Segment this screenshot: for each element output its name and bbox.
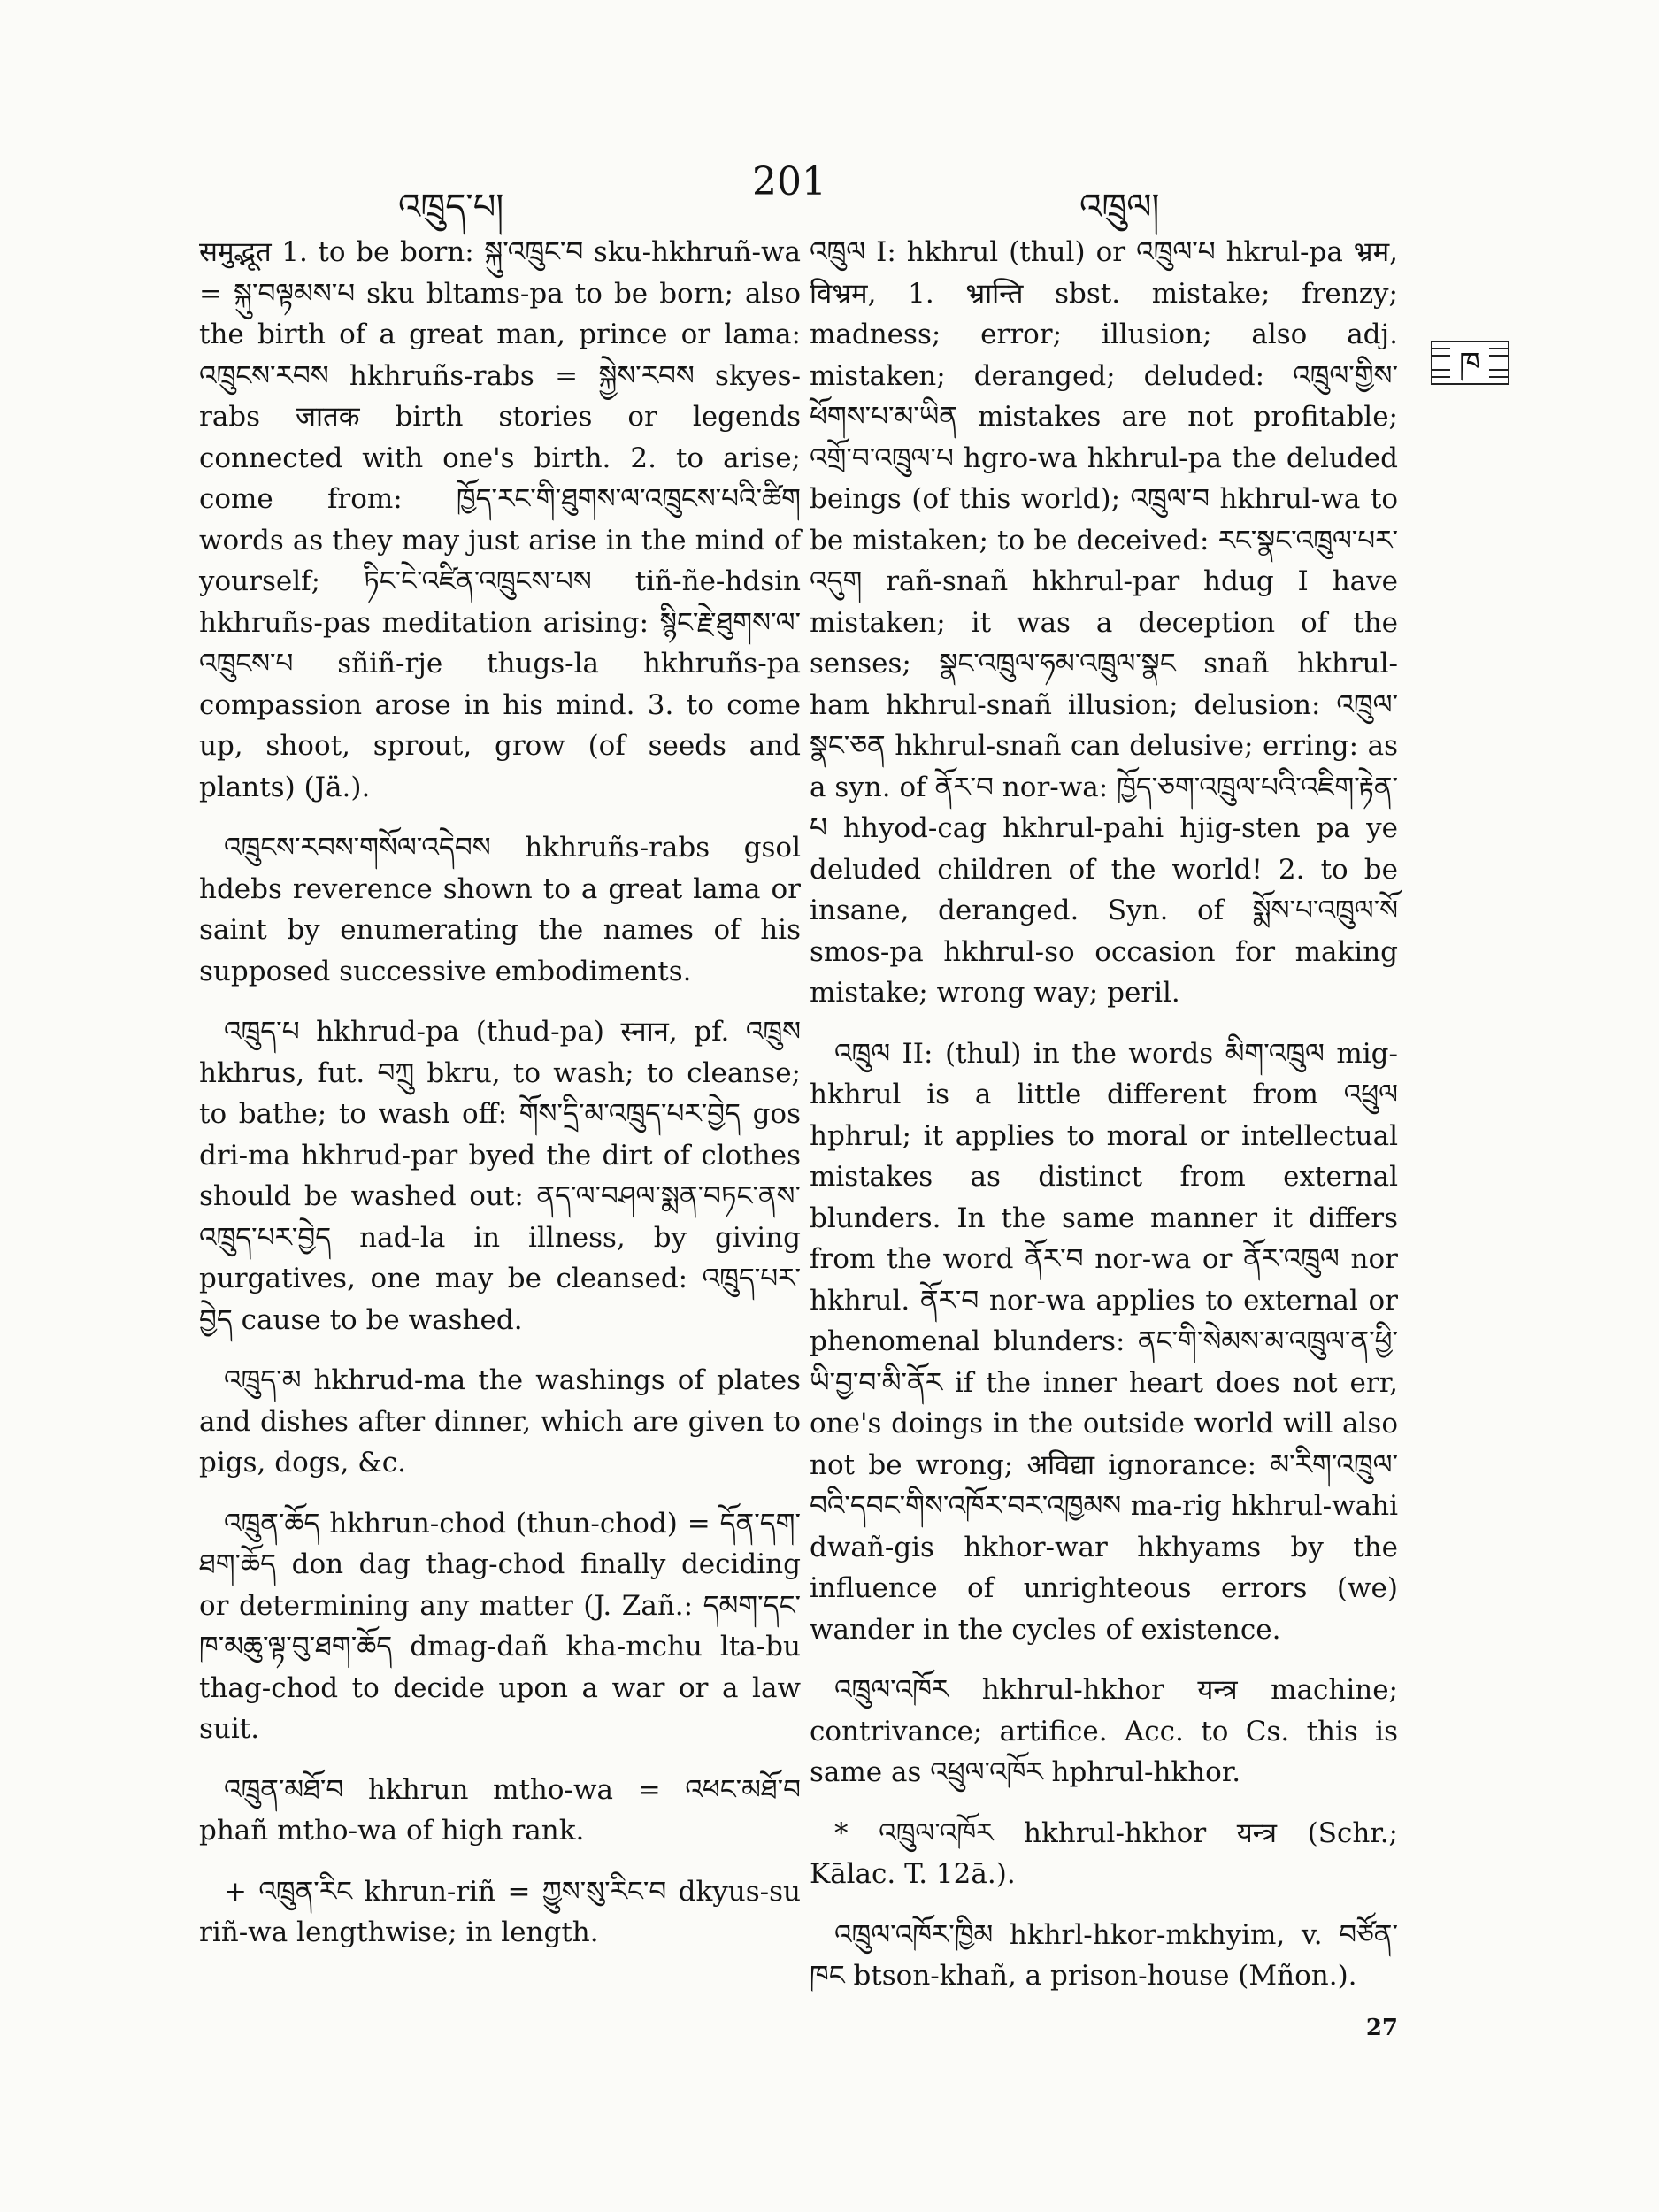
page-number: 201 [752,159,826,204]
entry-khrungs-rabs-gsol-hdebs: འཁྲུངས་རབས་གསོལ་འདེབས hkhruñs-rabs gsol hdebs reverence shown to a great lama or saint by enumerating the names of his supposed successive embodiments. [199,832,801,987]
entry-hkhrul-hkhor-khyim: འཁྲུལ་འཁོར་ཁྱིམ hkhrl-hkor-mkhyim, v. བཙོན་ཁང btson-khañ, a prison-house (Mñon.). [810,1918,1398,1992]
entry-hkhrud-pa: འཁྲུད་པ hkhrud-pa (thud-pa) स्नान, pf. འཁྲུས hkhrus, fut. བཀྲུ bkru, to wash; to cleanse; to bathe; to wash off: གོས་དྲི་མ་འཁྲུད་པར་བྱེད gos dri-ma hkhrud-par byed the dirt of clothes should be washed out: ནད་ལ་བཤལ་སྨན་བཏང་ནས་འཁྲུད་པར་བྱེད nad-la in illness, by giving purgatives, one may be cleansed: འཁྲུད་པར་བྱེད cause to be washed. [199,1016,801,1336]
signature-mark: 27 [1365,2014,1398,2041]
running-head-left: འཁྲུད་པ། [398,187,504,227]
entry-khrung-ba-continued: समुद्भूत 1. to be born: སྐུ་འཁྲུང་བ sku-hkhruñ-wa = སྐུ་བལྟམས་པ sku bltams-pa to be born; also the birth of a great man, prince or lama: འཁྲུངས་རབས hkhruñs-rabs = སྐྱེས་རབས skyes-rabs जातक birth stories or legends connected with one's birth. 2. to arise; come from: ཁྱོད་རང་གི་ཐུགས་ལ་འཁྲུངས་པའི་ཚིག words as they may just arise in the mind of yourself; ཏིང་ངེ་འཛིན་འཁྲུངས་པས tiñ-ñe-hdsin hkhruñs-pas meditation arising: སྙིང་རྗེ་ཐུགས་ལ་འཁྲུངས་པ sñiñ-rje thugs-la hkhruñs-pa compassion arose in his mind. 3. to come up, shoot, sprout, grow (of seeds and plants) (Jä.). [199,236,801,803]
entry-hkhrud-ma: འཁྲུད་མ hkhrud-ma the washings of plates and dishes after dinner, which are given to pigs, dogs, &c. [199,1364,801,1479]
entry-hkhrul-1: འཁྲུལ I: hkhrul (thul) or འཁྲུལ་པ hkrul-pa भ्रम, विभ्रम, 1. भ्रान्ति sbst. mistake; frenzy; madness; error; illusion; also adj. mistaken; deranged; deluded: འཁྲུལ་གྱིས་ཕོགས་པ་མ་ཡིན mistakes are not profitable; འགྲོ་བ་འཁྲུལ་པ hgro-wa hkhrul-pa the deluded beings (of this world); འཁྲུལ་བ hkhrul-wa to be mistaken; to be deceived: རང་སྣང་འཁྲུལ་པར་འདུག rañ-snañ hkhrul-par hdug I have mistaken; it was a deception of the senses; སྣང་འཁྲུལ་ཧམ་འཁྲུལ་སྣང snañ hkhrul-ham hkhrul-snañ illusion; delusion: འཁྲུལ་སྣང་ཅན hkhrul-snañ can delusive; erring: as a syn. of ནོར་བ nor-wa: ཁྱོད་ཅག་འཁྲུལ་པའི་འཇིག་རྟེན་པ hhyod-cag hkhrul-pahi hjig-sten pa ye deluded children of the world! 2. to be insane, deranged. Syn. of སྨོས་པ་འཁྲུལ་སོ smos-pa hkhrul-so occasion for making mistake; wrong way; peril. [810,236,1398,1009]
running-head-right: འཁྲུལ། [1079,187,1160,227]
entry-khrun-ring: + འཁྲུན་རིང khrun-riñ = ཀྱུས་སུ་རིང་བ dkyus-su riñ-wa lengthwise; in length. [199,1875,801,1948]
entry-hkhrul-hkhor-schr: * འཁྲུལ་འཁོར hkhrul-hkhor यन्त्र (Schr.; Kālac. T. 12ā.). [810,1816,1398,1890]
entry-hkhrun-chod: འཁྲུན་ཆོད hkhrun-chod (thun-chod) = དོན་དག་ཐག་ཆོད don dag thag-chod finally deciding or determining any matter (J. Zañ.: དམག་དང་ཁ་མཆུ་ལྟ་བུ་ཐག་ཆོད dmag-dañ kha-mchu lta-bu thag-chod to decide upon a war or a law suit. [199,1507,801,1745]
thumb-tab-letter: ཁ [1459,346,1480,381]
page-header [0,159,1659,227]
right-column [810,232,1398,2048]
left-column [199,232,801,1973]
entry-hkhrun-mtho-wa: འཁྲུན་མཐོ་བ hkhrun mtho-wa = འཕང་མཐོ་བ phañ mtho-wa of high rank. [199,1773,801,1847]
thumb-index-tab [1431,336,1509,389]
entry-hkhrul-2: འཁྲུལ II: (thul) in the words མིག་འཁྲུལ mig-hkhrul is a little different from འཕྲུལ hphrul; it applies to moral or intellectual mistakes as distinct from external blunders. In the same manner it differs from the word ནོར་བ nor-wa or ནོར་འཁྲུལ nor hkhrul. ནོར་བ nor-wa applies to external or phenomenal blunders: ནང་གི་སེམས་མ་འཁྲུལ་ན་ཕྱི་ཡི་བྱ་བ་མི་ནོར if the inner heart does not err, one's doings in the outside world will also not be wrong; अविद्या ignorance: མ་རིག་འཁྲུལ་བའི་དབང་གིས་འཁོར་བར་འཁྱམས ma-rig hkhrul-wahi dwañ-gis hkhor-war hkhyams by the influence of unrighteous errors (we) wander in the cycles of existence. [810,1037,1398,1646]
entry-hkhrul-hkhor: འཁྲུལ་འཁོར hkhrul-hkhor यन्त्र machine; contrivance; artifice. Acc. to Cs. this is same as འཕྲུལ་འཁོར hphrul-hkhor. [810,1674,1398,1788]
